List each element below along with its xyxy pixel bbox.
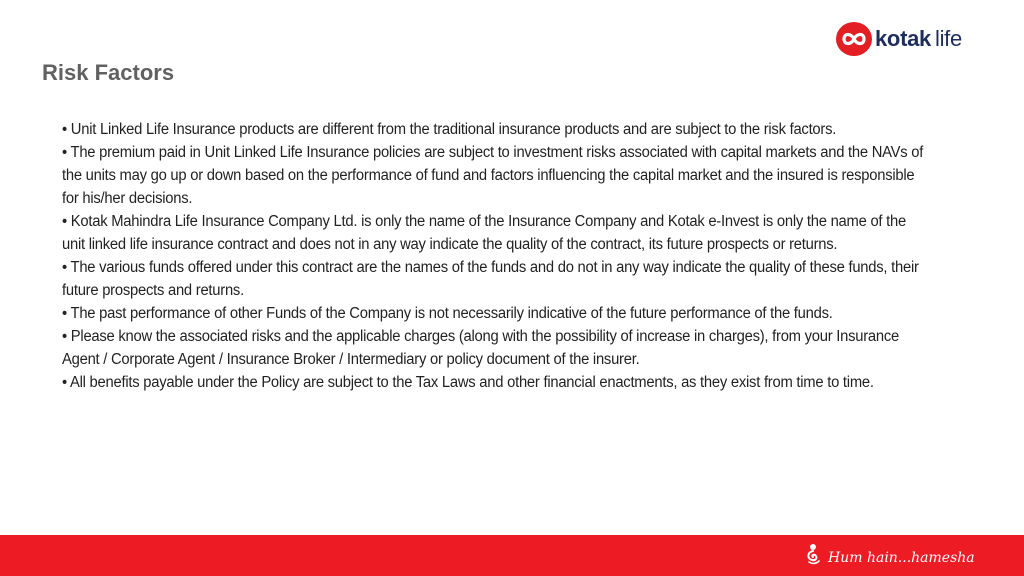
logo-wordmark xyxy=(875,22,962,56)
kotak-life-logo xyxy=(836,22,962,56)
logo-product-text: life xyxy=(934,26,962,51)
risk-factor-item: • Unit Linked Life Insurance products are different from the traditional insurance products and are subject to the risk factors. xyxy=(62,121,837,138)
kotak-infinity-logo-icon xyxy=(836,22,872,56)
figure-swirl-icon xyxy=(804,543,828,573)
risk-factor-item: • Please know the associated risks and the applicable charges (along with the possibility of increase in charges), from your Insurance Agent / Corporate Agent / Insurance Broker / Intermediary or policy document of the insurer. xyxy=(62,328,899,368)
risk-factor-item: • The premium paid in Unit Linked Life Insurance policies are subject to investment risks associated with capital markets and the NAVs of the units may go up or down based on the performance of fund and factors influencing the capital market and the insured is responsible for his/her decisions. xyxy=(62,144,924,207)
page-title: Risk Factors xyxy=(42,60,175,85)
logo-brand-text: kotak xyxy=(875,26,931,51)
risk-factor-item: • All benefits payable under the Policy are subject to the Tax Laws and other financial enactments, as they exist from time to time. xyxy=(62,374,874,391)
risk-factor-item: • Kotak Mahindra Life Insurance Company Ltd. is only the name of the Insurance Company and Kotak e-Invest is only the name of the unit linked life insurance contract and does not in any way indicate the quality of the contract, its future prospects or returns. xyxy=(62,213,906,253)
tagline-text: Hum hain...hamesha xyxy=(828,550,975,566)
risk-factor-item: • The various funds offered under this contract are the names of the funds and do not in any way indicate the quality of these funds, their future prospects and returns. xyxy=(62,259,919,299)
risk-factors-list xyxy=(62,118,926,394)
footer-bar xyxy=(0,535,1024,576)
footer-tagline xyxy=(804,543,975,573)
risk-factor-item: • The past performance of other Funds of the Company is not necessarily indicative of the future performance of the funds. xyxy=(62,305,833,322)
